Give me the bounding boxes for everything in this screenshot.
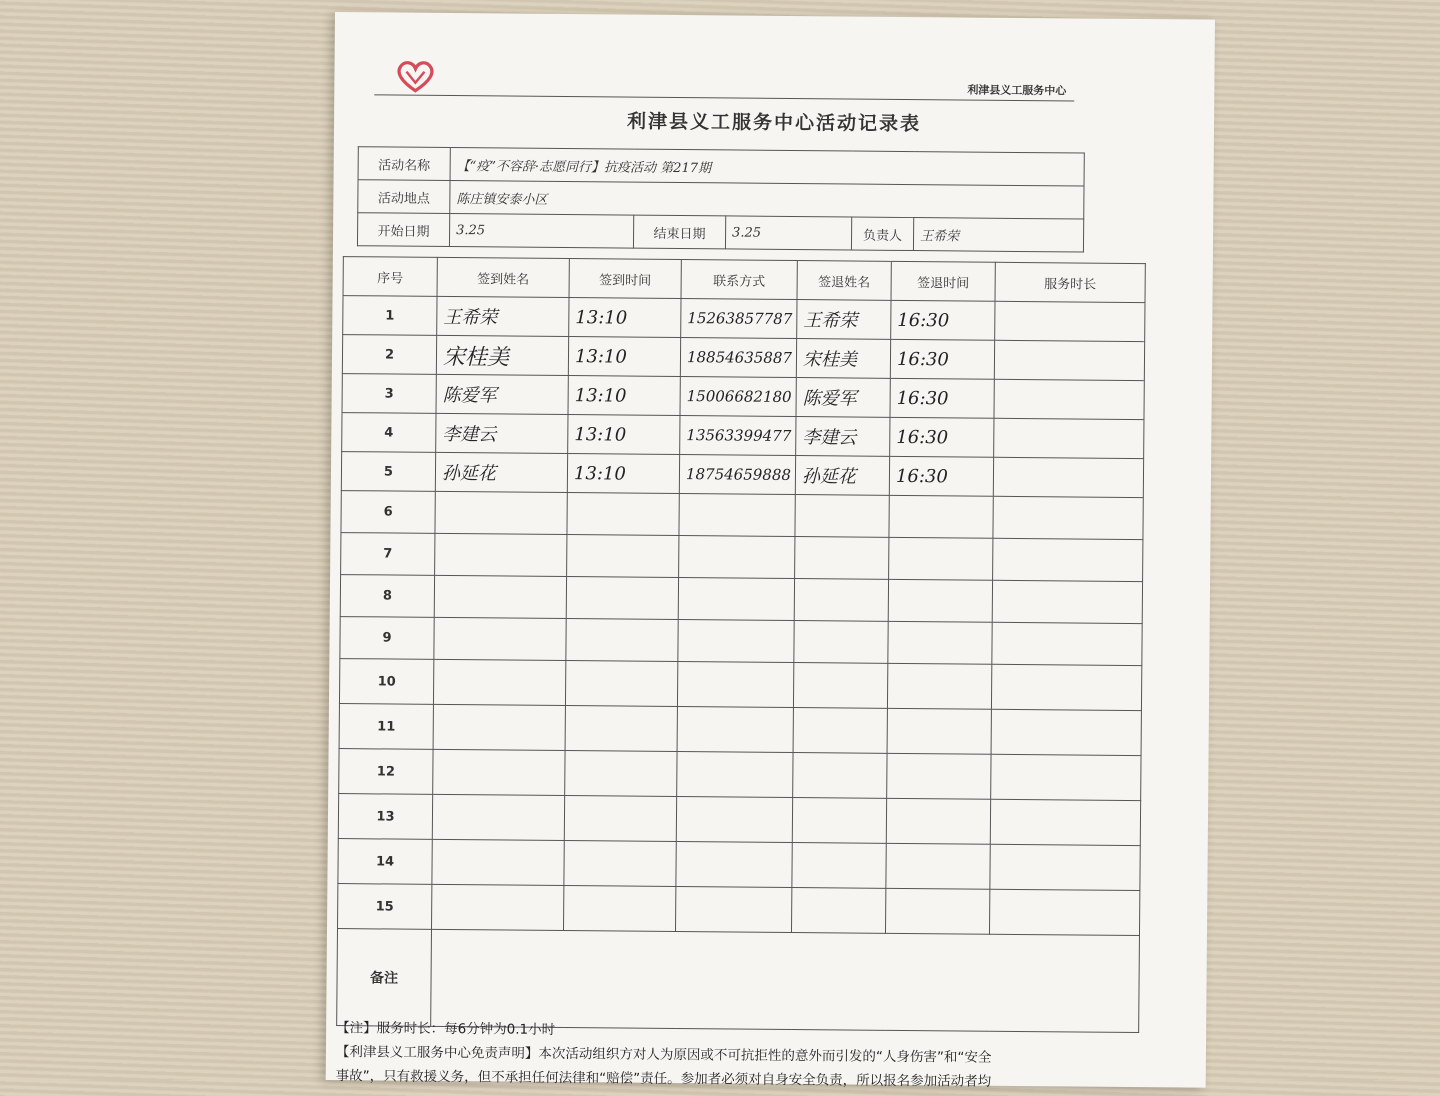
- row-seq: 8: [340, 575, 434, 618]
- service-hours: [993, 457, 1143, 497]
- row-seq: 14: [338, 839, 432, 885]
- contact-phone: 18754659888: [679, 455, 795, 495]
- column-header: 签到时间: [569, 259, 681, 299]
- sign-out-name: 孙延花: [795, 456, 889, 496]
- row-seq: 7: [341, 533, 435, 576]
- activity-record-sheet: [326, 12, 1215, 1088]
- row-seq: 3: [342, 374, 436, 414]
- table-row: [338, 794, 1140, 846]
- service-hours: [995, 301, 1145, 341]
- sign-out-name: 王希荣: [797, 300, 891, 340]
- sheet-title: 利津县义工服务中心活动记录表: [626, 110, 922, 136]
- column-header: 服务时长: [995, 262, 1145, 302]
- sign-out-name: 李建云: [796, 417, 890, 457]
- activity-name-label: 活动名称: [358, 147, 450, 181]
- contact-phone: 15006682180: [680, 377, 796, 417]
- column-header: 签退时间: [891, 261, 995, 301]
- row-seq: 9: [340, 617, 434, 660]
- contact-phone: 13563399477: [680, 416, 796, 456]
- row-seq: 13: [338, 794, 432, 840]
- sign-out-time: 16:30: [889, 456, 993, 496]
- leader-label: 负责人: [851, 217, 913, 251]
- activity-location-label: 活动地点: [358, 180, 450, 214]
- table-row: [340, 617, 1142, 666]
- start-date-label: 开始日期: [357, 213, 449, 247]
- service-hours: [994, 340, 1144, 380]
- table-row: [338, 884, 1140, 936]
- table-row: [339, 749, 1141, 801]
- table-row: [340, 575, 1142, 624]
- sign-out-time: 16:30: [890, 417, 994, 457]
- contact-phone: 18854635887: [680, 338, 796, 378]
- contact-phone: 15263857787: [681, 299, 797, 339]
- sign-in-time: 13:10: [569, 298, 681, 338]
- service-hours: [994, 418, 1144, 458]
- sign-in-time: 13:10: [567, 454, 679, 494]
- row-seq: 15: [338, 884, 432, 930]
- end-date-value: 3.25: [725, 216, 851, 250]
- table-row: [341, 533, 1143, 582]
- row-seq: 12: [339, 749, 433, 795]
- disclaimer-line-2: 事故”，只有救援义务，但不承担任何法律和“赔偿”责任。参加者必须对自身安全负责，所以报名参加活动者均: [335, 1068, 992, 1090]
- sign-out-name: 陈爱军: [796, 378, 890, 418]
- table-row: [339, 659, 1141, 711]
- remarks-label: 备注: [337, 929, 432, 1027]
- sign-in-name: 王希荣: [437, 296, 569, 336]
- activity-location-value: 陈庄镇安泰小区: [450, 181, 1084, 220]
- column-header: 签到姓名: [437, 257, 569, 297]
- sign-out-name: 宋桂美: [796, 339, 890, 379]
- activity-info-table: [357, 146, 1085, 252]
- header-organization: 利津县义工服务中心: [967, 83, 1067, 98]
- sign-out-time: 16:30: [891, 300, 995, 340]
- table-row: [338, 839, 1140, 891]
- table-row: [341, 491, 1143, 540]
- row-seq: 11: [339, 704, 433, 750]
- row-seq: 5: [341, 452, 435, 492]
- footnotes: [336, 1016, 1157, 1095]
- sign-in-time: 13:10: [568, 376, 680, 416]
- column-header: 签退姓名: [797, 261, 891, 301]
- sign-in-name: 宋桂美: [436, 335, 568, 375]
- sign-in-name: 李建云: [436, 413, 568, 453]
- start-date-value: 3.25: [449, 214, 633, 249]
- service-hours-note: 【注】服务时长：每6分钟为0.1小时: [336, 1020, 556, 1038]
- sign-out-time: 16:30: [890, 339, 994, 379]
- column-header: 联系方式: [681, 260, 797, 300]
- sign-out-time: 16:30: [890, 378, 994, 418]
- activity-dates-row: [357, 213, 1083, 252]
- sign-in-time: 13:10: [568, 415, 680, 455]
- sign-in-name: 陈爱军: [436, 374, 568, 414]
- row-seq: 10: [339, 659, 433, 705]
- disclaimer-line-1: 【利津县义工服务中心免责声明】本次活动组织方对人为原因或不可抗拒性的意外而引发的“人身伤害”和“安全: [335, 1044, 992, 1066]
- table-row: [339, 704, 1141, 756]
- activity-name-value: 【“疫”不容辞·志愿同行】抗疫活动 第217期: [450, 148, 1084, 187]
- volunteer-heart-logo-icon: [394, 57, 436, 97]
- leader-value: 王希荣: [913, 218, 1083, 252]
- column-header: 序号: [343, 257, 437, 297]
- sign-in-time: 13:10: [568, 337, 680, 377]
- row-seq: 2: [342, 335, 436, 375]
- sign-in-table: [336, 256, 1146, 1033]
- row-seq: 4: [342, 413, 436, 453]
- end-date-label: 结束日期: [633, 215, 725, 249]
- sign-in-name: 孙延花: [435, 452, 567, 492]
- service-hours: [994, 379, 1144, 419]
- row-seq: 1: [343, 296, 437, 336]
- row-seq: 6: [341, 491, 435, 534]
